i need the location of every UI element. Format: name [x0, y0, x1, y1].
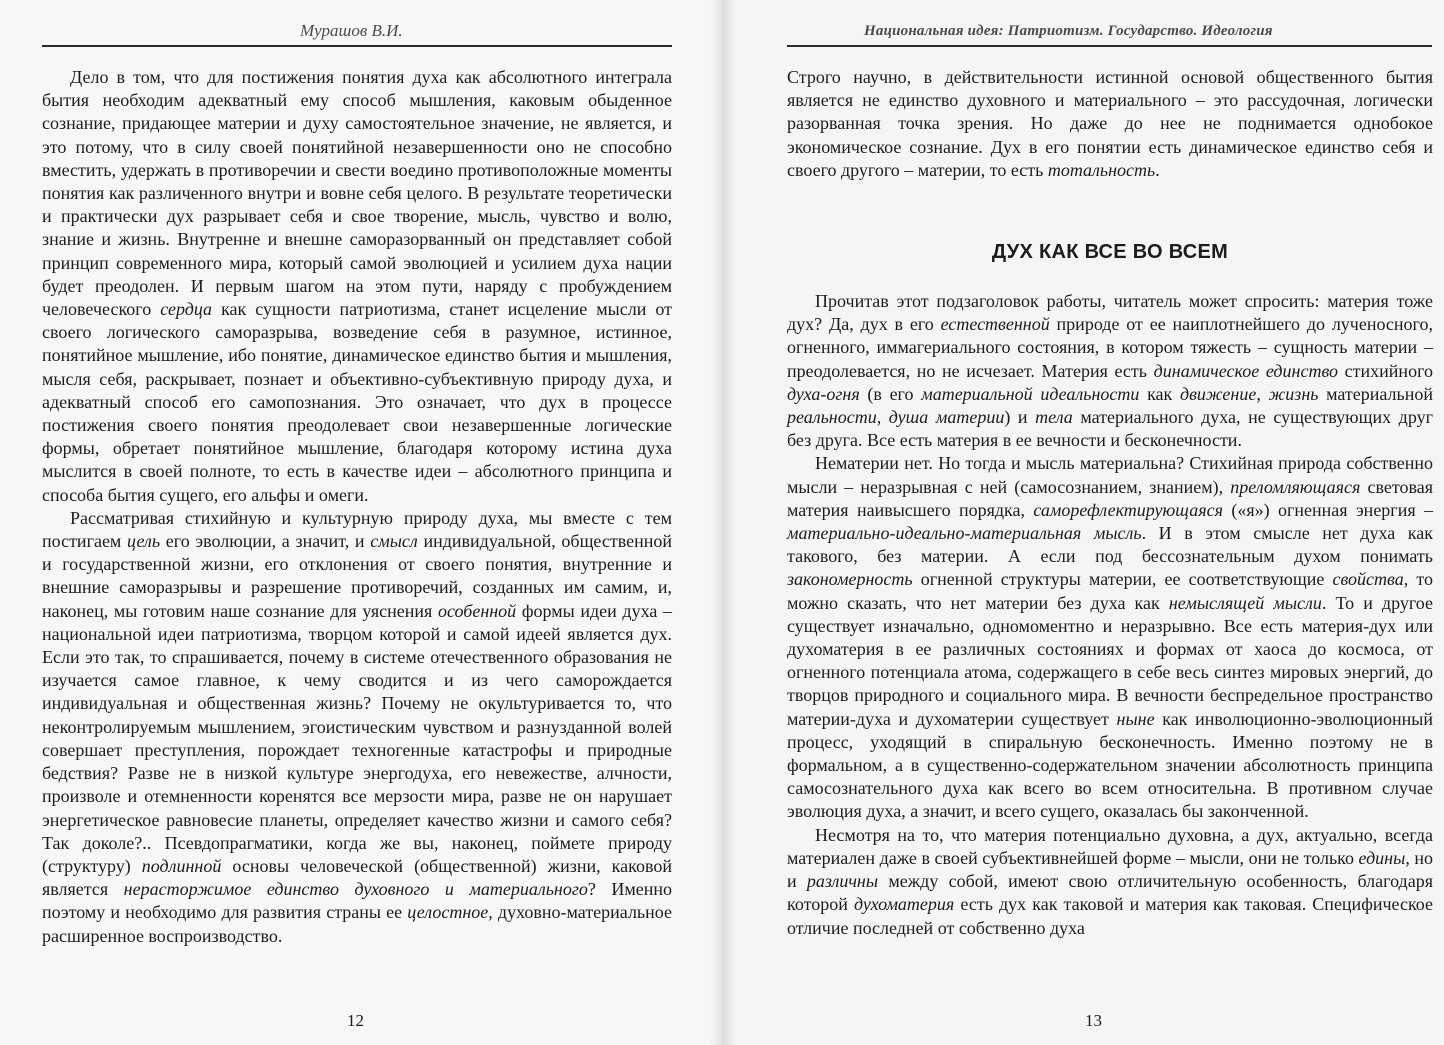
paragraph: Несмотря на то, что материя потенциально духовна, а дух, актуально, всегда материален даже в своей субъективнейшей форме – мысли, они не только едины, но и различны между собой, имеют свою отличительную особенность, благодаря которой духоматерия есть дух как таковой и материя как таковая. Специфическое отличие последней от собственно духа [787, 824, 1434, 938]
paragraph: Прочитав этот подзаголовок работы, читатель может спросить: материя тоже дух? Да, дух в его естественной природе от ее наиплотнейшего до лученосного, огненного, иммагериального состояния, в котором тяжесть – сущность материи – преодолевается, но не исчезает. Материя есть динамическое единство стихийного духа-огня (в его материальной идеальности как движение, жизнь материальной реальности, душа материи) и тела материального духа, не существующих друг без друга. Все есть материя в ее вечности и бесконечности. [787, 291, 1434, 451]
running-head-title: Национальная идея: Патриотизм. Государство. Идеология [864, 23, 1273, 39]
italic-emphasis: свойства [1332, 569, 1404, 590]
left-page-text [42, 66, 672, 948]
italic-emphasis: движение [1180, 383, 1257, 404]
italic-emphasis: саморефлектирующаяся [1033, 499, 1223, 520]
italic-emphasis: сердца [160, 299, 213, 320]
italic-emphasis: материальной идеальности [921, 383, 1140, 404]
paragraph: Строго научно, в действительности истинной основой общественного бытия является не единство духовного и материального – это рассудочная, логически разорванная точка зрения. Но даже до нее не поднимается однобокое экономическое сознание. Дух в его понятии есть динамическое единство себя и своего другого – материи, то есть тотальность. [787, 67, 1433, 180]
italic-emphasis: едины [1358, 847, 1406, 868]
italic-emphasis: духа-огня [787, 383, 860, 404]
italic-emphasis: преломляющаяся [1230, 476, 1361, 497]
italic-emphasis: цель [127, 531, 161, 552]
right-page-text [787, 66, 1433, 940]
italic-emphasis: тела [1035, 407, 1073, 428]
italic-emphasis: немыслящей мысли [1168, 592, 1322, 613]
paragraph: Рассматривая стихийную и культурную природу духа, мы вместе с тем постигаем цель его эволюции, а значит, и смысл индивидуальной, общественной и государственной жизни, его отклонения от своего понятия, внутренние и внешние саморазрывы и разрешение противоречий, созданных им самим, и, наконец, мы готовим наше сознание для уяснения особенной формы идеи духа – национальной идеи патриотизма, творцом которой и самой идеей является дух. Если это так, то спрашивается, почему в системе отечественного образования не изучается самое главное, к чему сводится и из чего саморождается индивидуальная и общественная жизнь? Почему не окультуривается то, что неконтролируемым мышлением, эгоистическим чувством и разнузданной волей совершает преступления, порождает техногенные катастрофы и природные бедствия? Разве не в низкой культуре энергодуха, его невежестве, алчности, произволе и отемненности коренятся все мерзости мира, разве не он нарушает энергетическое равновесие планеты, определяет качество жизни и самого себя? Так доколе?.. Псевдопрагматики, когда же вы, наконец, поймете природу (структуру) подлинной основы человеческой (общественной) жизни, каковой является нерасторжимое единство духовного и материального? Именно поэтому и необходимо для развития страны ее целостное, духовно-материальное расширенное воспроизводство. [42, 507, 673, 946]
italic-emphasis: ныне [1116, 708, 1155, 729]
italic-emphasis: закономерность [787, 569, 913, 590]
page-number: 13 [1085, 1011, 1102, 1030]
italic-emphasis: целостное, [407, 902, 493, 923]
italic-emphasis: естественной [940, 314, 1050, 335]
italic-emphasis: духоматерия [853, 894, 955, 915]
italic-emphasis: реальности, душа материи [787, 407, 1005, 428]
paragraph: Нематерии нет. Но тогда и мысль материальна? Стихийная природа собственно мысли – неразрывная с ней (самосознанием, знанием), преломляющаяся световая материя наивысшего порядка, саморефлектирующаяся («я») огненная энергия – материально-идеально-материальная мысль. И в этом смысле нет духа как такового, без материи. А если под бессознательным духом понимать закономерность огненной структуры материи, ее соответствующие свойства, то можно сказать, что нет материи без духа как немыслящей мысли. То и другое существует изначально, одномоментно и неразрывно. Все есть материя-дух или духоматерия в ее различных состояниях и формах от хаоса до космоса, от огненного потенциала атома, содержащего в себе весь синтез мировых энергий, до творцов природного и социального мира. В вечности беспредельное пространство материи-духа и духоматерии существует ныне как инволюционно-эволюционный процесс, уходящий в спиральную бесконечность. Именно поэтому не в формальном, а в существенно-содержательном значении абсолютность принципа самосознательного духа как всего во всем относительна. В противном случае эволюция духа, а значит, и всего сущего, оказалась бы законченной. [787, 453, 1433, 822]
italic-emphasis: тотальность [1047, 159, 1156, 180]
paragraph: Дело в том, что для постижения понятия духа как абсолютного интеграла бытия необходим адекватный ему способ мышления, каковым обыденное сознание, придающее материи и духу самостоятельное значение, не является, и это потому, что в силу своей понятийной незавершенности оно не способно вместить, удержать в противоречии и свести воедино противоположные моменты понятия как различенного внутри и вовне себя целого. В результате теоретически и практически дух разрывает себя и свое творение, мысль, чувство и волю, знание и жизнь. Внутренне и внешне саморазорванный он представляет собой принцип современного мира, который самой эволюцией и усилием духа нации будет преодолен. И первым шагом на этом пути, наряду с пробуждением человеческого сердца как сущности патриотизма, станет исцеление мысли от своего логического саморазрыва, возведение себя в разумное, истинное, понятийное мышление, ибо понятие, динамическое единство бытия и мышления, мысля себя, раскрывает, познает и объективно-субъективную природу духа, и адекватный способ его самопознания. Это означает, что дух в процессе постижения своего понятия преодолевает свои незавершенные логические формы, обретает понятийное мышление, благодаря которому истина духа мыслится в своей полноте, то есть в качестве идеи – абсолютного принципа и способа бытия сущего, его альфы и омеги. [42, 67, 672, 505]
italic-emphasis: материально-идеально-материальная мысль [787, 523, 1142, 544]
italic-emphasis: различны [806, 871, 879, 892]
italic-emphasis: особенной [437, 600, 517, 621]
running-head-author: Мурашов В.И. [300, 21, 403, 40]
header-rule [42, 45, 672, 47]
italic-emphasis: нерасторжимое единство духовного и материального [123, 879, 588, 900]
italic-emphasis: жизнь [1268, 383, 1319, 404]
right-page [722, 0, 1444, 1045]
italic-emphasis: смысл [370, 531, 418, 552]
header-rule [787, 45, 1432, 47]
page-number: 12 [347, 1011, 364, 1030]
italic-emphasis: динамическое единство [1153, 360, 1339, 381]
italic-emphasis: подлинной [141, 855, 222, 876]
section-heading: ДУХ КАК ВСЕ ВО ВСЕМ [991, 241, 1229, 264]
